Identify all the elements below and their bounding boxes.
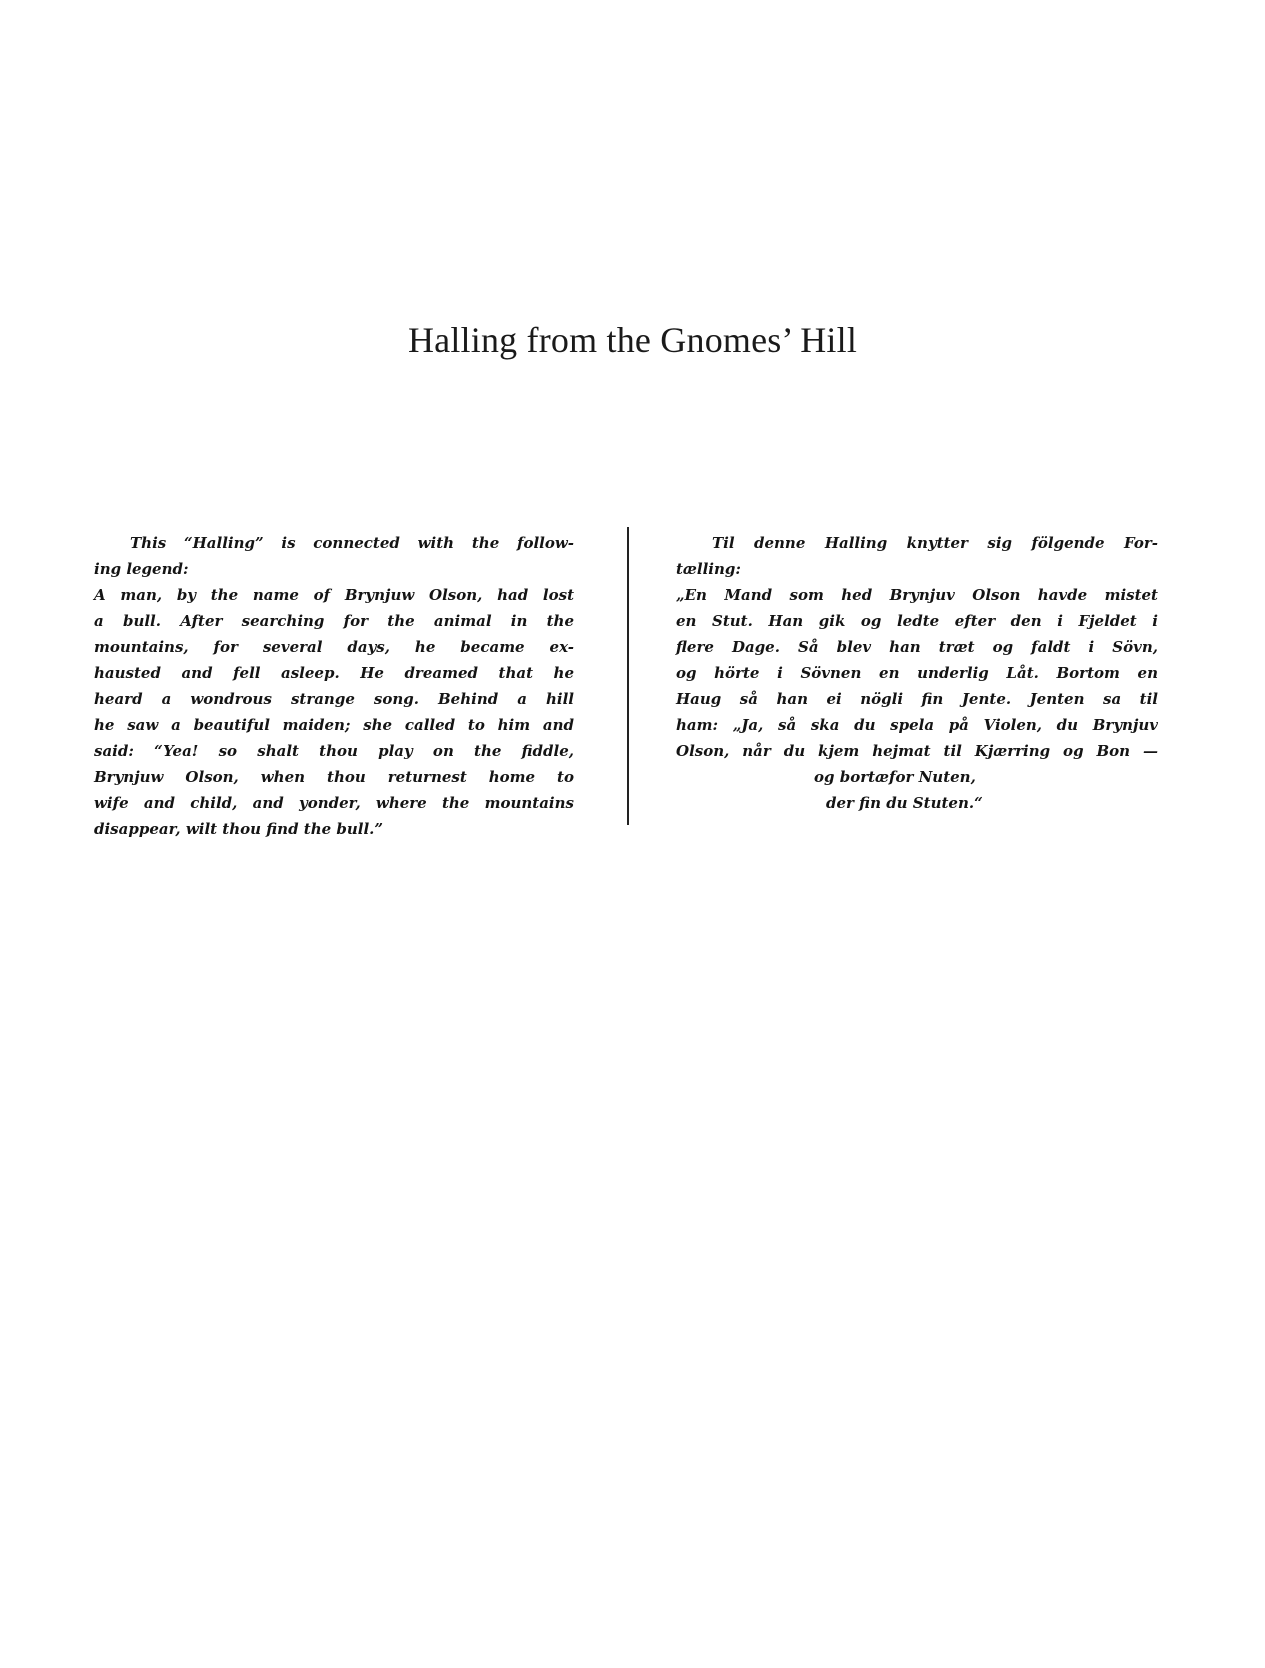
text-line: A man, by the name of Brynjuw Olson, had lost — [94, 586, 574, 604]
text-line: hausted and fell asleep. He dreamed that he — [94, 664, 574, 682]
text-line: a bull. After searching for the animal in the — [94, 612, 574, 630]
text-line: wife and child, and yonder, where the mountains — [94, 794, 574, 812]
text-line: heard a wondrous strange song. Behind a hill — [94, 690, 574, 708]
text-line: Haug så han ei nögli fin Jente. Jenten sa til — [676, 690, 1158, 708]
column-divider — [627, 527, 629, 825]
text-line: Brynjuw Olson, when thou returnest home to — [94, 768, 574, 786]
text-line: ing legend: — [94, 560, 189, 578]
text-line: mountains, for several days, he became ex- — [94, 638, 574, 656]
text-line: tælling: — [676, 560, 741, 578]
text-line: „En Mand som hed Brynjuv Olson havde mistet — [676, 586, 1158, 604]
text-line: Til denne Halling knytter sig fölgende For- — [712, 534, 1158, 552]
text-line: ham: „Ja, så ska du spela på Violen, du Brynjuv — [676, 716, 1158, 734]
text-line: og bortæfor Nuten, — [814, 768, 976, 786]
text-line: Olson, når du kjem hejmat til Kjærring og Bon — — [676, 742, 1158, 760]
page-title: Halling from the Gnomes’ Hill — [407, 320, 858, 360]
text-line: This “Halling” is connected with the follow- — [130, 534, 574, 552]
english-legend-text — [94, 530, 574, 842]
text-line: en Stut. Han gik og ledte efter den i Fjeldet i — [676, 612, 1158, 630]
text-line: der fin du Stuten.“ — [826, 794, 983, 812]
text-line: og hörte i Sövnen en underlig Låt. Bortom en — [676, 664, 1158, 682]
text-line: he saw a beautiful maiden; she called to him and — [94, 716, 574, 734]
text-line: disappear, wilt thou find the bull.” — [94, 820, 384, 838]
text-line: flere Dage. Så blev han træt og faldt i Sövn, — [676, 638, 1158, 656]
text-line: said: “Yea! so shalt thou play on the fiddle, — [94, 742, 574, 760]
norwegian-legend-text — [676, 530, 1158, 816]
